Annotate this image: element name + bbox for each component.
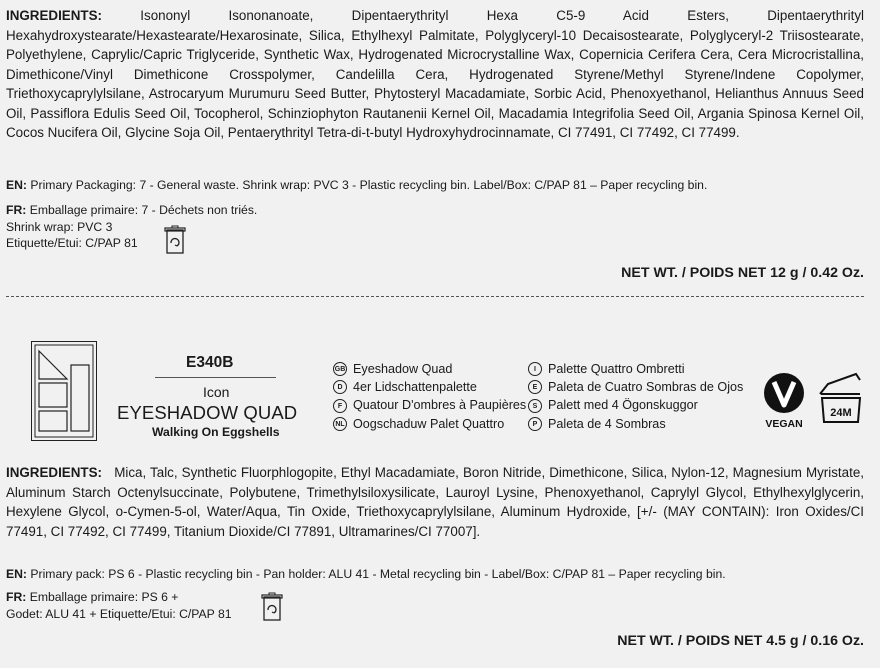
bottom-ingredients <box>6 463 864 541</box>
recycling-bin-icon <box>260 592 284 622</box>
section-divider <box>6 296 864 297</box>
period-after-opening-icon <box>816 372 866 424</box>
code-underline <box>155 377 276 378</box>
product-code: E340B <box>186 354 234 371</box>
eyeshadow-palette-icon <box>31 341 97 441</box>
pao-label: 24M <box>830 407 852 419</box>
language-item: D 4er Lidschattenpalette <box>333 378 526 396</box>
top-fr-recycling: FR: Emballage primaire: 7 - Déchets non triés. Shrink wrap: PVC 3 Etiquette/Etui: C/PAP 81 <box>6 203 258 250</box>
top-ingredients-text: Isononyl Isononanoate, Dipentaerythrityl Hexa C5-9 Acid Esters, Dipentaerythrityl Hexahydroxystearate/Hexastearate/Hexarosinate, Silica, Ethylhexyl Palmitate, Polyglyceryl-10 Decaisostearate, Polyglyceryl-2 Triisostearate, Polyethylene, Caprylic/Capric Triglyceride, Synthetic Wax, Hydrogenated Microcrystalline Wax, Copernicia Cerifera Cera, Cera Microcristallina, Dimethicone/Vinyl Dimethicone Crosspolymer, Candelilla Cera, Hydrogenated Styrene/Methyl Styrene/Indene Copolymer, Triethoxycaprylylsilane, Astrocaryum Murumuru Seed Butter, Phytosteryl Macadamiate, Sorbic Acid, Phenoxyethanol, Helianthus Annuus Seed Oil, Passiflora Edulis Seed Oil, Tocopherol, Schinziophyton Rautanenii Kernel Oil, Macadamia Integrifolia Seed Oil, Argania Spinosa Kernel Oil, Cocos Nucifera Oil, Glycine Soja Oil, Pentaerythrityl Tetra-di-t-butyl Hydroxyhydrocinnamate, CI 77491, CI 77492, CI 77499. <box>6 8 864 140</box>
language-list-left <box>333 360 526 433</box>
vegan-label: VEGAN <box>765 418 803 430</box>
top-ingredients-label: INGREDIENTS: <box>6 8 102 23</box>
bottom-ingredients-text: Mica, Talc, Synthetic Fluorphlogopite, Ethyl Macadamiate, Boron Nitride, Dimethicone, Silica, Nylon-12, Magnesium Myristate, Aluminum Starch Octenylsuccinate, Polybutene, Trimethylsiloxysilicate, Lauroyl Lysine, Phenoxyethanol, Caprylyl Glycol, Ethylhexylglycerin, Hexylene Glycol, o-Cymen-5-ol, Water/Aqua, Tin Oxide, Triethoxycaprylylsilane, Aluminum Hydroxide, [+/- (MAY CONTAIN): Iron Oxides/CI 77491, CI 77492, CI 77499, Titanium Dioxide/CI 77891, Ultramarines/CI 77007]. <box>6 465 864 539</box>
top-en-recycling: EN: Primary Packaging: 7 - General waste. Shrink wrap: PVC 3 - Plastic recycling bin. Label/Box: C/PAP 81 – Paper recycling bin. <box>6 178 708 192</box>
shade-name: Walking On Eggshells <box>152 425 280 439</box>
language-item: F Quatour D'ombres à Paupières <box>333 396 526 414</box>
language-item: P Paleta de 4 Sombras <box>528 415 743 433</box>
language-item: I Palette Quattro Ombretti <box>528 360 743 378</box>
product-name: EYESHADOW QUAD <box>117 402 298 423</box>
vegan-icon <box>760 372 808 432</box>
bottom-net-weight: NET WT. / POIDS NET 4.5 g / 0.16 Oz. <box>617 633 864 649</box>
recycling-bin-icon <box>163 225 187 255</box>
language-item: GB Eyeshadow Quad <box>334 362 453 376</box>
bottom-en-recycling: EN: Primary pack: PS 6 - Plastic recycling bin - Pan holder: ALU 41 - Metal recycling bin - Label/Box: C/PAP 81 – Paper recycling bin. <box>6 567 726 581</box>
language-item: E Paleta de Cuatro Sombras de Ojos <box>528 378 743 396</box>
brand-name: Icon <box>203 384 230 400</box>
language-item: NL Oogschaduw Palet Quattro <box>333 415 526 433</box>
bottom-ingredients-label: INGREDIENTS: <box>6 465 102 480</box>
top-ingredients <box>6 6 864 143</box>
top-net-weight: NET WT. / POIDS NET 12 g / 0.42 Oz. <box>621 265 864 281</box>
language-item: S Palett med 4 Ögonskuggor <box>528 396 743 414</box>
language-list-right <box>528 360 743 433</box>
bottom-fr-recycling: FR: Emballage primaire: PS 6 + Godet: ALU 41 + Etiquette/Etui: C/PAP 81 <box>6 590 232 621</box>
